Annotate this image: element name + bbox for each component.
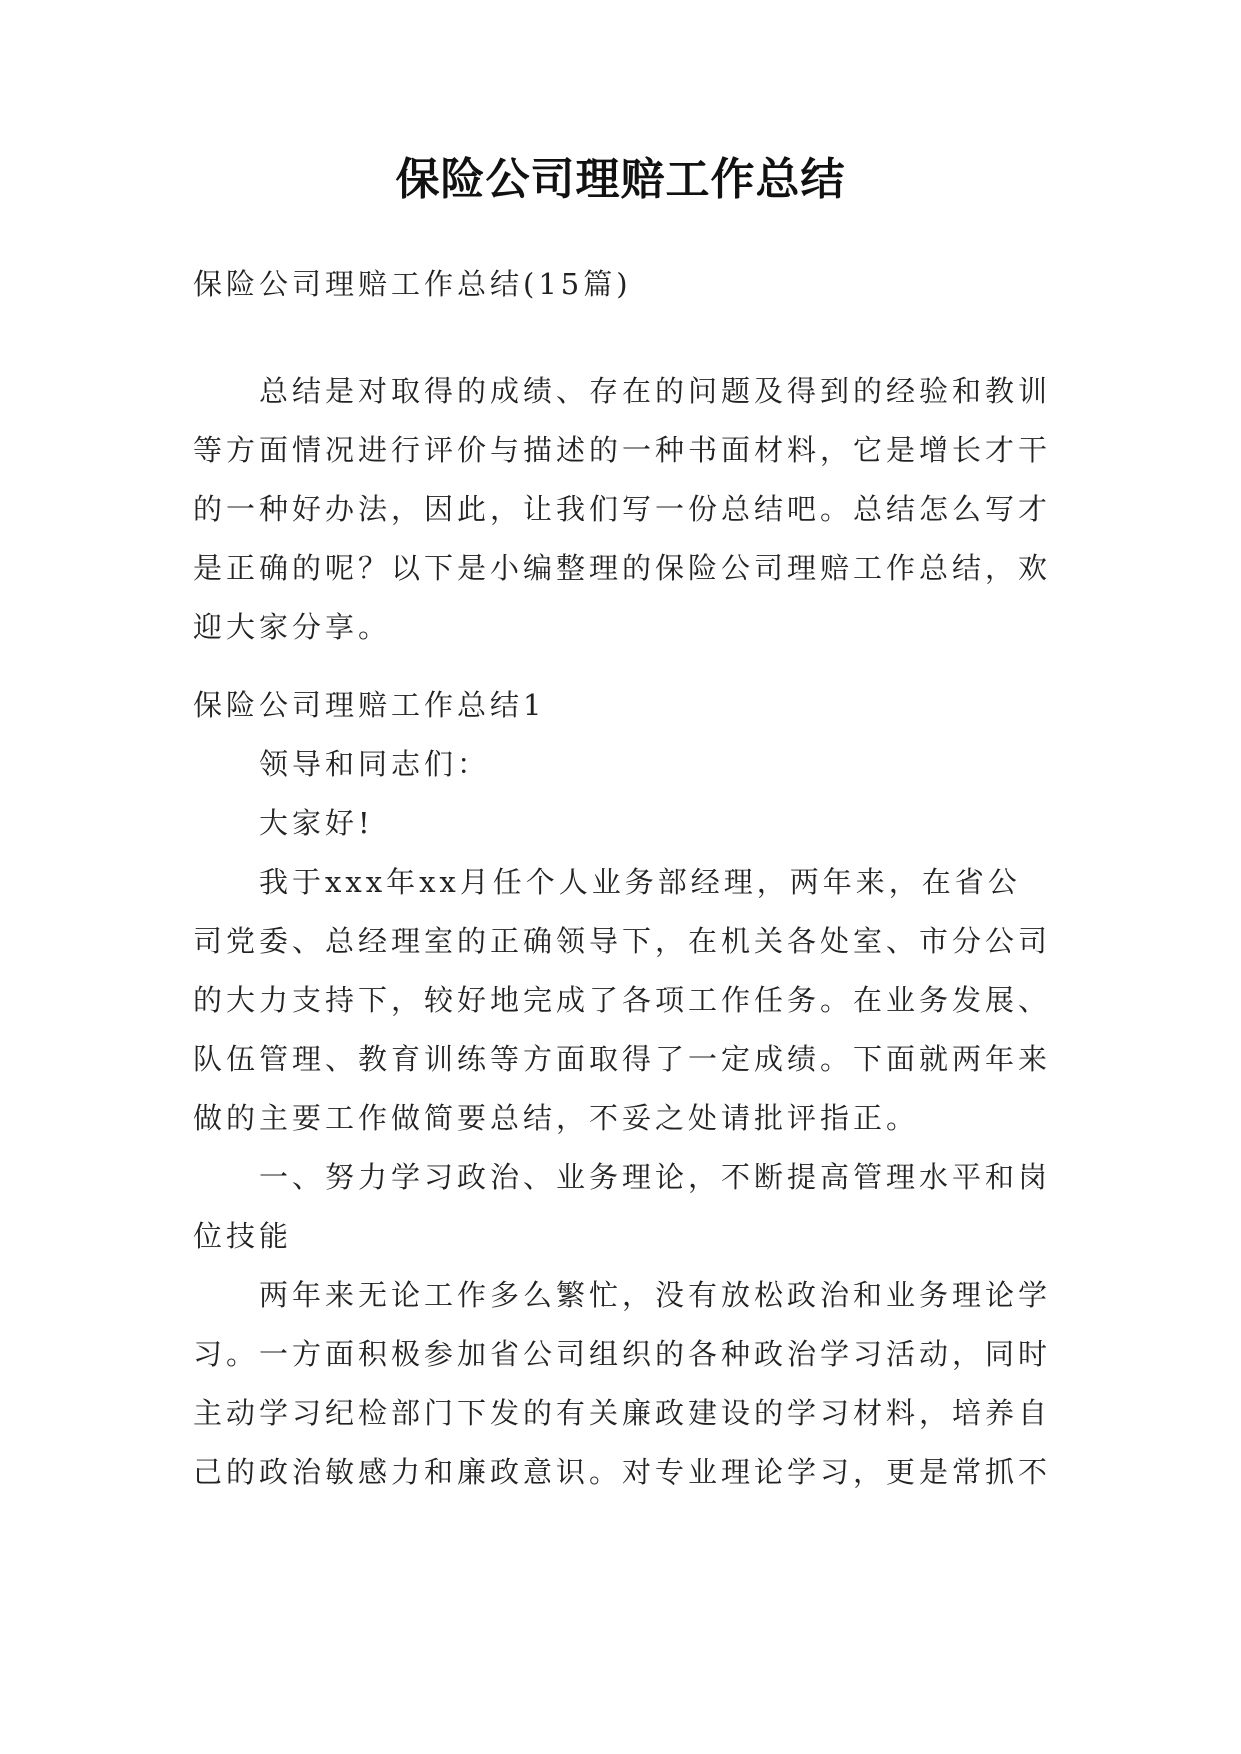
- intro-paragraph: 总结是对取得的成绩、存在的问题及得到的经验和教训等方面情况进行评价与描述的一种书面材料，它是增长才干的一种好办法，因此，让我们写一份总结吧。总结怎么写才是正确的呢？以下是小编整理的保险公司理赔工作总结，欢迎大家分享。: [193, 374, 1052, 644]
- section-1: [193, 676, 1053, 1502]
- greeting-line: 大家好!: [259, 806, 374, 840]
- section-subheading: 一、努力学习政治、业务理论，不断提高管理水平和岗位技能: [193, 1160, 1052, 1253]
- document-subtitle: 保险公司理赔工作总结(15篇): [193, 267, 632, 301]
- section-heading: 保险公司理赔工作总结1: [193, 688, 546, 722]
- body-paragraph: 我于xxx年xx月任个人业务部经理，两年来，在省公司党委、总经理室的正确领导下，在机关各处室、市分公司的大力支持下，较好地完成了各项工作任务。在业务发展、队伍管理、教育训练等方面取得了一定成绩。下面就两年来做的主要工作做简要总结，不妥之处请批评指正。: [193, 865, 1052, 1135]
- document-title: 保险公司理赔工作总结: [395, 154, 846, 205]
- body-paragraph: 两年来无论工作多么繁忙，没有放松政治和业务理论学习。一方面积极参加省公司组织的各种政治学习活动，同时主动学习纪检部门下发的有关廉政建设的学习材料，培养自己的政治敏感力和廉政意识。对专业理论学习，更是常抓不: [193, 1278, 1052, 1489]
- salutation-line: 领导和同志们：: [259, 747, 491, 781]
